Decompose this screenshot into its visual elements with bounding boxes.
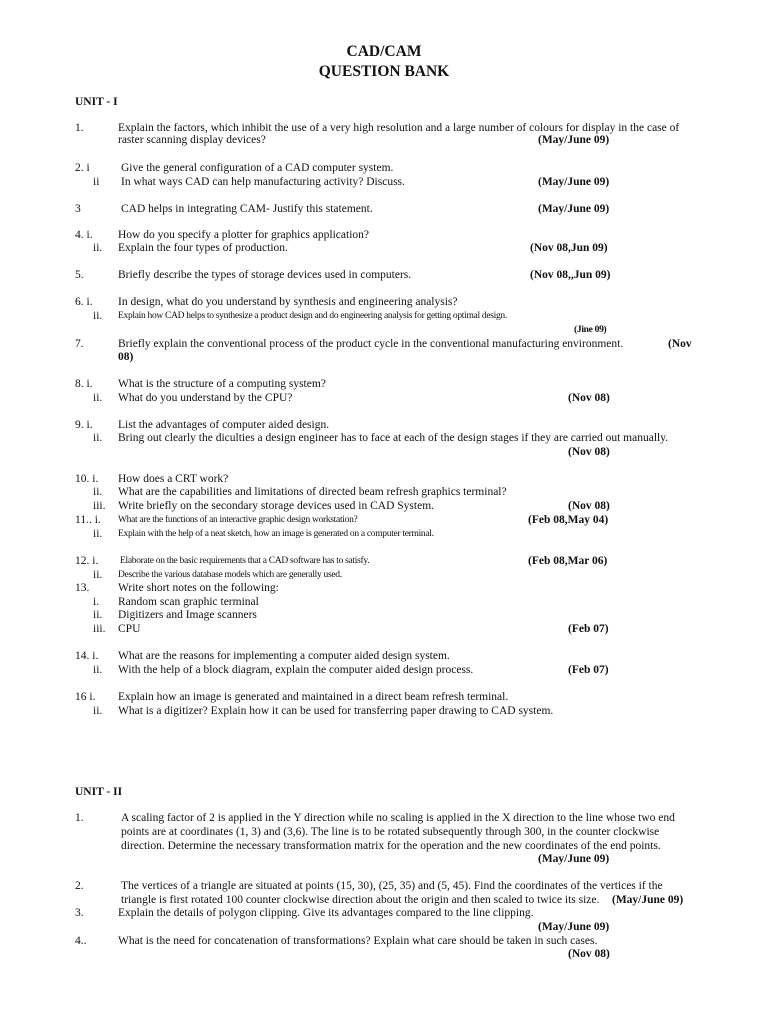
question-number: i. [93,596,100,608]
question-number: 9. i. [75,419,93,431]
question-number: ii. [93,392,103,404]
question-number: ii. [93,242,103,254]
question-number: ii. [93,705,103,717]
question-text: triangle is first rotated 100 counter clockwise direction about the origin and then scaled to twice its size. [121,894,600,906]
exam-date: (Nov 08,,Jun 09) [530,269,611,281]
question-text: Briefly explain the conventional process of the product cycle in the conventional manufacturing environment. [118,338,624,350]
question-number: ii. [93,432,103,444]
exam-date: (May/June 09) [538,921,610,933]
question-number: 1. [75,122,84,134]
question-text: direction. Determine the necessary transformation matrix for the operation and the new coordinates of the end points. [121,840,661,852]
question-number: 8. i. [75,378,93,390]
exam-date: (Nov 08) [568,948,610,960]
exam-date: (May/June 09) [538,853,610,865]
question-text: CPU [118,623,141,635]
question-text: Describe the various database models which are generally used. [118,570,342,580]
question-text: Elaborate on the basic requirements that a CAD software has to satisfy. [120,556,370,566]
question-number: ii. [93,664,103,676]
question-number: ii. [93,486,103,498]
unit-heading: UNIT - II [75,786,123,798]
question-text: Briefly describe the types of storage devices used in computers. [118,269,412,281]
exam-date: (Nov 08) [568,446,610,458]
question-number: ii. [93,310,103,322]
question-number: 12. i. [75,555,99,567]
question-number: 6. i. [75,296,93,308]
question-text: The vertices of a triangle are situated at points (15, 30), (25, 35) and (5, 45). Find the coordinates of the vertices if the [121,880,663,892]
question-number: 16 i. [75,691,96,703]
question-number: 3 [75,203,81,215]
question-number: 4. i. [75,229,93,241]
question-number: 2. i [75,162,90,174]
question-number: ii. [93,609,103,621]
question-number: 3. [75,907,84,919]
question-number: 4.. [75,935,87,947]
page-subtitle: QUESTION BANK [318,63,450,80]
question-text: CAD helps in integrating CAM- Justify this statement. [121,203,373,215]
exam-date: (Feb 07) [568,623,609,635]
question-text: What are the capabilities and limitations of directed beam refresh graphics terminal? [118,486,507,498]
question-number: 11.. i. [75,514,101,526]
question-text: How do you specify a plotter for graphics application? [118,229,370,241]
exam-date: (Jine 09) [574,325,607,335]
question-number: 10. i. [75,473,99,485]
question-text: What is a digitizer? Explain how it can be used for transferring paper drawing to CAD system. [118,705,554,717]
question-text: What do you understand by the CPU? [118,392,293,404]
exam-date: (Feb 07) [568,664,609,676]
question-text: Explain the details of polygon clipping. Give its advantages compared to the line clipping. [118,907,534,919]
question-text: In design, what do you understand by synthesis and engineering analysis? [118,296,458,308]
question-number: iii. [93,500,106,512]
exam-date: (Nov [668,338,692,350]
question-number: ii. [93,569,103,581]
question-text: Explain the factors, which inhibit the use of a very high resolution and a large number of colours for display in the case of [118,122,680,134]
exam-date: (May/June 09) [538,134,610,146]
question-text: Explain how an image is generated and maintained in a direct beam refresh terminal. [118,691,509,703]
exam-date: (May/June 09) [612,894,684,906]
question-text: points are at coordinates (1, 3) and (3,6). The line is to be rotated subsequently through 300, in the counter clockwise [121,826,660,838]
question-number: ii. [93,528,103,540]
question-text: What are the functions of an interactive graphic design workstation? [118,515,358,525]
question-text: Explain how CAD helps to synthesize a product design and do engineering analysis for getting optimal design. [118,311,507,321]
question-text: What is the structure of a computing system? [118,378,326,390]
question-number: iii. [93,623,106,635]
question-text: List the advantages of computer aided design. [118,419,330,431]
question-text: In what ways CAD can help manufacturing activity? Discuss. [121,176,405,188]
exam-date: (Feb 08,Mar 06) [528,555,608,567]
question-text: A scaling factor of 2 is applied in the Y direction while no scaling is applied in the X direction to the line whose two end [121,812,675,824]
question-text: Write short notes on the following: [118,582,279,594]
question-text: raster scanning display devices? [118,134,266,146]
question-number: 1. [75,812,84,824]
question-text: What are the reasons for implementing a computer aided design system. [118,650,450,662]
question-text: How does a CRT work? [118,473,229,485]
exam-date: (Nov 08) [568,392,610,404]
page-title: CAD/CAM [346,43,422,60]
unit-heading: UNIT - I [75,96,118,108]
question-text: With the help of a block diagram, explain the computer aided design process. [118,664,474,676]
question-number: 5. [75,269,84,281]
question-text: Write briefly on the secondary storage devices used in CAD System. [118,500,435,512]
question-number: 13. [75,582,90,594]
question-text: Bring out clearly the diculties a design engineer has to face at each of the design stages if they are carried out manually. [118,432,669,444]
question-text: What is the need for concatenation of transformations? Explain what care should be taken in such cases. [118,935,598,947]
exam-date: (Nov 08) [568,500,610,512]
exam-date: (May/June 09) [538,203,610,215]
exam-date: 08) [118,351,134,363]
question-number: 14. i. [75,650,99,662]
question-text: Explain with the help of a neat sketch, how an image is generated on a computer terminal. [118,529,434,539]
exam-date: (May/June 09) [538,176,610,188]
exam-date: (Feb 08,May 04) [528,514,609,526]
question-text: Digitizers and Image scanners [118,609,257,621]
question-number: 7. [75,338,84,350]
question-number: 2. [75,880,84,892]
question-text: Random scan graphic terminal [118,596,259,608]
question-number: ii [93,176,100,188]
exam-date: (Nov 08,Jun 09) [530,242,608,254]
question-text: Give the general configuration of a CAD computer system. [121,162,394,174]
question-text: Explain the four types of production. [118,242,288,254]
